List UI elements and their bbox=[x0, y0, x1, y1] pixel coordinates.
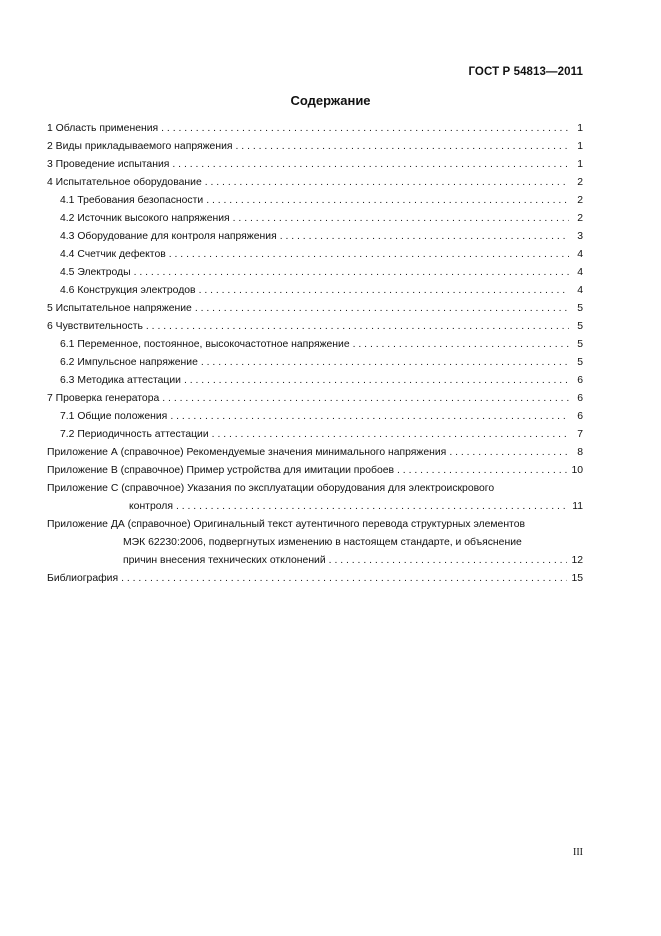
toc-entry-label: 7.2 Периодичность аттестации bbox=[60, 429, 209, 440]
toc-entry[interactable] bbox=[47, 138, 583, 156]
toc-entry-label: Приложение В (справочное) Пример устройства для имитации пробоев bbox=[47, 465, 395, 476]
toc-entry-label: 4.1 Требования безопасности bbox=[60, 195, 204, 206]
leader-dots bbox=[146, 318, 569, 336]
leader-dots bbox=[236, 138, 569, 156]
toc-page-number: 5 bbox=[577, 339, 583, 350]
toc-page-number: 6 bbox=[577, 393, 583, 404]
leader-dots bbox=[172, 156, 569, 174]
leader-dots bbox=[233, 210, 569, 228]
toc-bibliography[interactable] bbox=[47, 570, 583, 588]
leader-dots bbox=[184, 372, 569, 390]
toc-page-number: 4 bbox=[577, 285, 583, 296]
toc-entry-label: причин внесения технических отклонений bbox=[123, 555, 326, 566]
toc-entry[interactable] bbox=[47, 282, 583, 300]
toc-entry[interactable] bbox=[47, 228, 583, 246]
leader-dots bbox=[134, 264, 569, 282]
page-number-footer: III bbox=[573, 847, 583, 858]
toc-entry[interactable] bbox=[47, 264, 583, 282]
leader-dots bbox=[206, 192, 569, 210]
toc-page-number: 1 bbox=[577, 123, 583, 134]
toc-entry-label: МЭК 62230:2006, подвергнутых изменению в настоящем стандарте, и объяснение bbox=[123, 537, 522, 548]
toc-entry-label: Приложение А (справочное) Рекомендуемые значения минимального напряжения bbox=[47, 447, 447, 458]
toc-page-number: 5 bbox=[577, 321, 583, 332]
toc-entry-label: 7 Проверка генератора bbox=[47, 393, 160, 404]
toc-entry-label: 6.3 Методика аттестации bbox=[60, 375, 181, 386]
toc-page-number: 8 bbox=[577, 447, 583, 458]
leader-dots bbox=[195, 300, 569, 318]
toc-entry-label: контроля bbox=[129, 501, 173, 512]
toc-entry[interactable] bbox=[47, 372, 583, 390]
leader-dots bbox=[170, 408, 569, 426]
toc-appendix-a[interactable] bbox=[47, 444, 583, 462]
toc-appendix-da[interactable] bbox=[47, 516, 583, 570]
toc-entry-label: 7.1 Общие положения bbox=[60, 411, 168, 422]
toc-entry[interactable] bbox=[47, 318, 583, 336]
table-of-contents bbox=[47, 120, 583, 588]
toc-entry-label: 4.3 Оборудование для контроля напряжения bbox=[60, 231, 277, 242]
toc-page-number: 6 bbox=[577, 411, 583, 422]
toc-entry-label: Приложение С (справочное) Указания по эксплуатации оборудования для электроискрового bbox=[47, 483, 495, 494]
leader-dots bbox=[169, 246, 569, 264]
toc-entry-label: 5 Испытательное напряжение bbox=[47, 303, 192, 314]
toc-entry[interactable] bbox=[47, 210, 583, 228]
toc-entry[interactable] bbox=[47, 174, 583, 192]
page-title: Содержание bbox=[290, 93, 371, 108]
toc-page-number: 4 bbox=[577, 249, 583, 260]
toc-page-number: 7 bbox=[577, 429, 583, 440]
toc-entry[interactable] bbox=[47, 300, 583, 318]
toc-page-number: 1 bbox=[577, 141, 583, 152]
toc-entry-label: 4.2 Источник высокого напряжения bbox=[60, 213, 230, 224]
leader-dots bbox=[353, 336, 569, 354]
leader-dots bbox=[280, 228, 569, 246]
toc-page-number: 10 bbox=[571, 465, 583, 476]
leader-dots bbox=[162, 390, 569, 408]
leader-dots bbox=[205, 174, 569, 192]
leader-dots bbox=[121, 570, 567, 588]
toc-page-number: 2 bbox=[577, 177, 583, 188]
toc-page-number: 2 bbox=[577, 213, 583, 224]
toc-appendix-c[interactable] bbox=[47, 480, 583, 516]
toc-page-number: 5 bbox=[577, 357, 583, 368]
toc-entry-label: 1 Область применения bbox=[47, 123, 159, 134]
leader-dots bbox=[199, 282, 569, 300]
toc-entry[interactable] bbox=[47, 336, 583, 354]
toc-entry-continuation bbox=[47, 498, 583, 516]
toc-entry-label: 6.2 Импульсное напряжение bbox=[60, 357, 198, 368]
toc-page-number: 4 bbox=[577, 267, 583, 278]
leader-dots bbox=[449, 444, 569, 462]
leader-dots bbox=[212, 426, 569, 444]
toc-entry[interactable] bbox=[47, 390, 583, 408]
toc-appendix-b[interactable] bbox=[47, 462, 583, 480]
toc-entry-continuation bbox=[47, 552, 583, 570]
leader-dots bbox=[201, 354, 569, 372]
toc-entry-label: 4.6 Конструкция электродов bbox=[60, 285, 196, 296]
toc-page-number: 15 bbox=[571, 573, 583, 584]
toc-page-number: 2 bbox=[577, 195, 583, 206]
toc-main-entries bbox=[47, 120, 583, 444]
toc-entry[interactable] bbox=[47, 408, 583, 426]
leader-dots bbox=[176, 498, 568, 516]
toc-entry[interactable] bbox=[47, 354, 583, 372]
toc-entry-label: Библиография bbox=[47, 573, 119, 584]
toc-entry[interactable] bbox=[47, 192, 583, 210]
toc-entry-label: 3 Проведение испытания bbox=[47, 159, 170, 170]
leader-dots bbox=[161, 120, 569, 138]
toc-page-number: 6 bbox=[577, 375, 583, 386]
toc-entry-label: 4 Испытательное оборудование bbox=[47, 177, 202, 188]
toc-entry-label: 4.4 Счетчик дефектов bbox=[60, 249, 166, 260]
toc-page-number: 5 bbox=[577, 303, 583, 314]
toc-page-number: 1 bbox=[577, 159, 583, 170]
toc-entry-label: 4.5 Электроды bbox=[60, 267, 131, 278]
toc-page-number: 3 bbox=[577, 231, 583, 242]
toc-entry[interactable] bbox=[47, 156, 583, 174]
toc-page-number: 12 bbox=[571, 555, 583, 566]
toc-entry[interactable] bbox=[47, 120, 583, 138]
toc-entry[interactable] bbox=[47, 426, 583, 444]
toc-entry-label: 6.1 Переменное, постоянное, высокочастотное напряжение bbox=[60, 339, 350, 350]
toc-entry-label: 6 Чувствительность bbox=[47, 321, 143, 332]
leader-dots bbox=[397, 462, 567, 480]
toc-entry-label: Приложение ДА (справочное) Оригинальный текст аутентичного перевода структурных элементов bbox=[47, 519, 526, 530]
document-code: ГОСТ Р 54813—2011 bbox=[468, 66, 583, 78]
toc-entry[interactable] bbox=[47, 246, 583, 264]
toc-entry-label: 2 Виды прикладываемого напряжения bbox=[47, 141, 233, 152]
toc-page-number: 11 bbox=[572, 501, 583, 512]
leader-dots bbox=[329, 552, 568, 570]
